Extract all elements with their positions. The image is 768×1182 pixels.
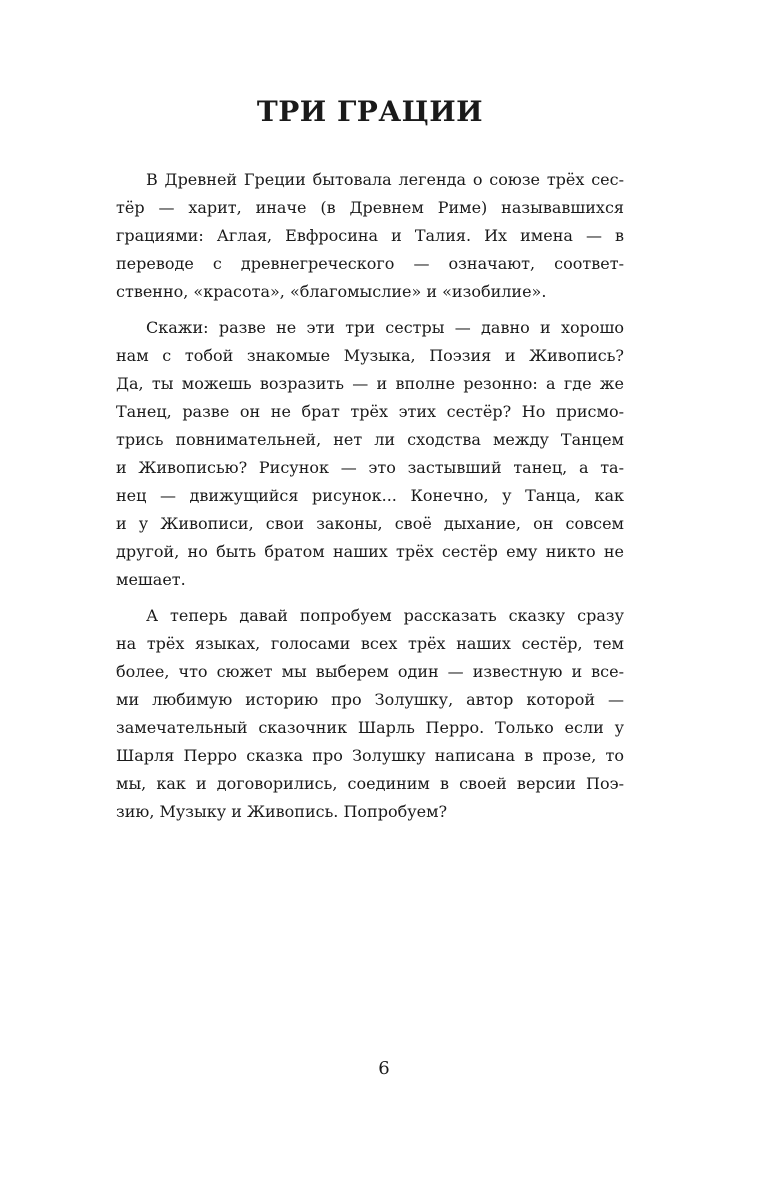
paragraph-line: ми любимую историю про Золушку, автор которой — [116, 690, 624, 709]
paragraph-line: замечательный сказочник Шарль Перро. Только если у [116, 718, 624, 737]
paragraph-line: Да, ты можешь возразить — и вполне резонно: а где же [116, 374, 624, 393]
paragraph-line: и у Живописи, свои законы, своё дыхание, он совсем [116, 514, 624, 533]
paragraph-line: более, что сюжет мы выберем один — известную и все- [116, 662, 624, 681]
paragraph-line: зию, Музыку и Живопись. Попробуем? [116, 802, 448, 821]
paragraph-line: мешает. [116, 570, 186, 589]
paragraph-line: мы, как и договорились, соединим в своей версии Поэ- [116, 774, 624, 793]
paragraph-line: нам с тобой знакомые Музыка, Поэзия и Живопись? [116, 346, 624, 365]
paragraph-line: В Древней Греции бытовала легенда о союзе трёх сес- [146, 170, 624, 189]
page-body [116, 90, 624, 834]
paragraph-line: на трёх языках, голосами всех трёх наших сестёр, тем [116, 634, 624, 653]
paragraph-1 [116, 166, 624, 306]
paragraph-2 [116, 314, 624, 594]
paragraph-line: грациями: Аглая, Евфросина и Талия. Их имена — в [116, 226, 624, 245]
paragraph-line: ственно, «красота», «благомыслие» и «изобилие». [116, 282, 547, 301]
paragraph-line: другой, но быть братом наших трёх сестёр ему никто не [116, 542, 624, 561]
paragraph-line: нец — движущийся рисунок... Конечно, у Танца, как [116, 486, 624, 505]
paragraph-line: тёр — харит, иначе (в Древнем Риме) называвшихся [116, 198, 624, 217]
paragraph-line: и Живописью? Рисунок — это застывший танец, а та- [116, 458, 624, 477]
page-number: 6 [378, 1058, 390, 1079]
paragraph-line: трись повнимательней, нет ли сходства между Танцем [116, 430, 624, 449]
paragraph-line: Танец, разве он не брат трёх этих сестёр? Но присмо- [116, 402, 624, 421]
paragraph-line: переводе с древнегреческого — означают, соответ- [116, 254, 624, 273]
paragraph-line: Шарля Перро сказка про Золушку написана в прозе, то [116, 746, 624, 765]
paragraph-line: Скажи: разве не эти три сестры — давно и хорошо [146, 318, 624, 337]
chapter-title: ТРИ ГРАЦИИ [256, 95, 484, 128]
paragraph-3 [116, 602, 624, 826]
paragraph-line: А теперь давай попробуем рассказать сказку сразу [146, 606, 624, 625]
